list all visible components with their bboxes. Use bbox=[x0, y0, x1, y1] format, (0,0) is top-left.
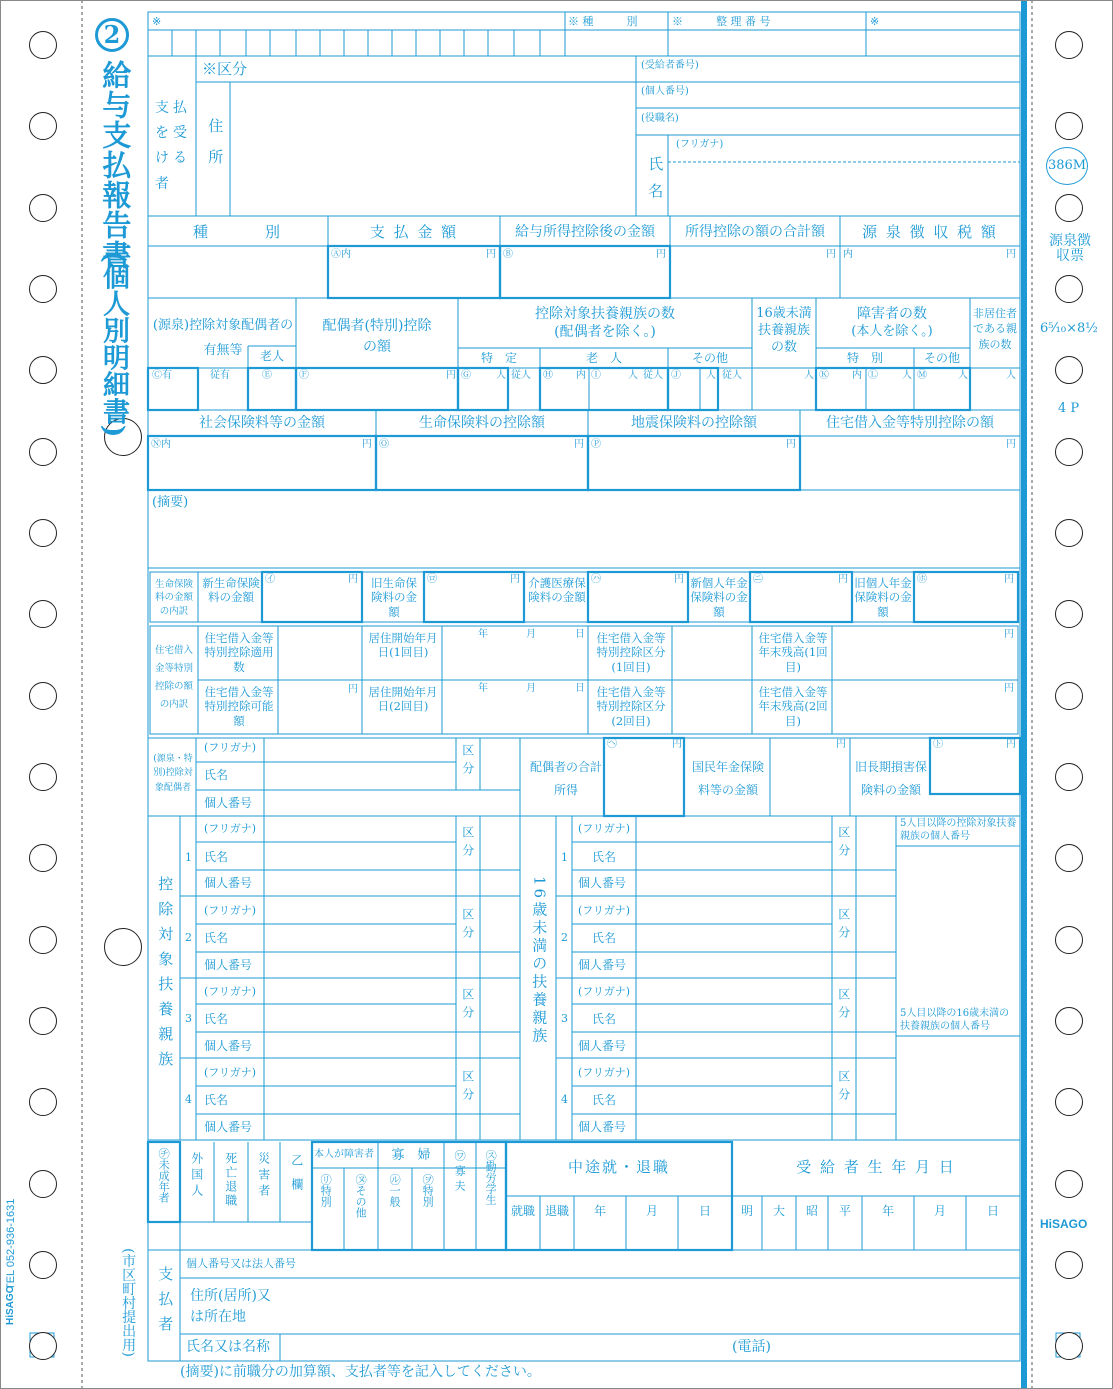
dep-kubun-label: 区分 bbox=[460, 908, 475, 944]
vendor-brand-right: HiSAGO bbox=[1040, 1217, 1088, 1231]
hole bbox=[29, 275, 57, 303]
disabled-label: 障害者の数 bbox=[857, 306, 927, 322]
other-dep-label: その他 bbox=[691, 351, 729, 365]
yen-unit: 円 bbox=[1006, 439, 1016, 450]
foreign-label: 外国人 bbox=[189, 1152, 204, 1200]
housing-loan-header: 住宅借入金等特別控除の額 bbox=[826, 415, 994, 431]
social-insurance-header: 社会保険料等の金額 bbox=[199, 415, 325, 431]
midway-day: 日 bbox=[698, 1204, 712, 1218]
payer-address-label: 住所(居所)又は所在地 bbox=[190, 1288, 271, 1325]
self-disabled-special: ㋷特別 bbox=[319, 1174, 333, 1207]
u16-pno-label: 個人番号 bbox=[578, 1120, 627, 1134]
yen-unit: 円 bbox=[574, 439, 584, 450]
hole bbox=[1055, 356, 1083, 384]
header-type: ※ 種 別 bbox=[568, 15, 638, 28]
payment-header: 支 払 金 額 bbox=[369, 223, 459, 241]
possible-label: 住宅借入金等特別控除可能額 bbox=[204, 685, 274, 728]
dep-furigana-label: (フリガナ) bbox=[204, 904, 257, 917]
u16-name-label: 氏名 bbox=[592, 1093, 617, 1107]
midway-year: 年 bbox=[593, 1204, 607, 1218]
u16-furigana-label: (フリガナ) bbox=[578, 904, 631, 917]
mark-life-4: ㋥ bbox=[753, 574, 763, 585]
hole bbox=[29, 1088, 57, 1116]
withholding-slip-label: 源泉徴収票 bbox=[1049, 233, 1091, 265]
new-life-label: 新生命保険料の金額 bbox=[202, 576, 260, 605]
mark-life-1: ㋑ bbox=[265, 574, 275, 585]
dep-pno-label: 個人番号 bbox=[204, 1039, 253, 1053]
kubun-2-label: 住宅借入金等特別控除区分(2回目) bbox=[596, 685, 666, 728]
hole bbox=[1055, 112, 1083, 140]
hire-label: 就職 bbox=[510, 1204, 536, 1218]
hole bbox=[29, 1170, 57, 1198]
sub-unit: 従人 bbox=[722, 370, 742, 381]
widower-label: ㋻寡夫 bbox=[453, 1150, 467, 1195]
u16-name-label: 氏名 bbox=[592, 850, 617, 864]
person-unit: 人 bbox=[706, 370, 716, 381]
hole bbox=[1055, 1007, 1083, 1035]
over5-dependents-label: 5人目以降の控除対象扶養親族の個人番号 bbox=[900, 818, 1017, 842]
header-asterisk: ※ bbox=[152, 15, 162, 28]
mark-n: Ⓝ内 bbox=[151, 439, 171, 450]
page-count: 4 P bbox=[1058, 401, 1080, 416]
era-showa: 昭 bbox=[805, 1204, 819, 1218]
person-unit: 人 bbox=[902, 370, 912, 381]
person-unit: 人 bbox=[804, 370, 814, 381]
u16-furigana-label: (フリガナ) bbox=[578, 822, 631, 835]
birthdate-label: 受 給 者 生 年 月 日 bbox=[796, 1158, 956, 1176]
mark-b: Ⓑ bbox=[503, 249, 513, 260]
dependents-count-note: (配偶者を除く。) bbox=[554, 324, 656, 340]
person-unit: 人 bbox=[496, 370, 506, 381]
specific-label: 特 定 bbox=[480, 351, 518, 365]
product-code-badge: 386M bbox=[1046, 147, 1088, 185]
elderly-label: 老人 bbox=[259, 349, 285, 363]
yen-unit: 円 bbox=[348, 684, 358, 695]
yen-unit: 円 bbox=[838, 574, 848, 585]
dep-kubun-label: 区分 bbox=[460, 1070, 475, 1106]
row-number: 1 bbox=[561, 851, 568, 864]
type-header: 種 別 bbox=[192, 223, 284, 241]
mark-f: Ⓕ bbox=[299, 370, 309, 381]
balance-1-label: 住宅借入金等年末残高(1回目) bbox=[758, 631, 828, 674]
mark-a: Ⓐ内 bbox=[331, 249, 351, 260]
recipient-no-label: (受給者番号) bbox=[641, 60, 699, 71]
nonresident-label: 非居住者である親族の数 bbox=[973, 307, 1017, 351]
midway-month: 月 bbox=[645, 1204, 659, 1218]
old-longterm-mark: ㋣ bbox=[933, 739, 943, 750]
new-pension-label: 新個人年金保険料の金額 bbox=[690, 576, 748, 619]
self-disabled-label: 本人が障害者 bbox=[314, 1149, 374, 1160]
hole bbox=[29, 844, 57, 872]
row-number: 3 bbox=[185, 1012, 192, 1025]
mark-m: Ⓜ bbox=[917, 370, 927, 381]
yen-unit: 円 bbox=[656, 249, 666, 260]
special-disabled-label: 特 別 bbox=[846, 351, 884, 365]
dep-name-label: 氏名 bbox=[204, 1093, 229, 1107]
hole bbox=[1055, 519, 1083, 547]
era-taisho: 大 bbox=[772, 1204, 786, 1218]
hole bbox=[1055, 600, 1083, 628]
start-date-2-label: 居住開始年月日(2回目) bbox=[368, 685, 438, 714]
personal-no-label: (個人番号) bbox=[641, 86, 689, 97]
yen-unit: 円 bbox=[1004, 574, 1014, 585]
self-disabled-other: ㋦その他 bbox=[354, 1174, 368, 1218]
yen-unit: 円 bbox=[826, 249, 836, 260]
balance-2-label: 住宅借入金等年末残高(2回目) bbox=[758, 685, 828, 728]
mark-l: Ⓛ bbox=[868, 370, 878, 381]
yen-unit: 円 bbox=[1006, 739, 1016, 750]
old-longterm-label: 旧長期損害保険料の金額 bbox=[854, 760, 927, 797]
birth-month: 月 bbox=[933, 1204, 947, 1218]
day-unit: 日 bbox=[575, 629, 585, 640]
after-deduction-header: 給与所得控除後の金額 bbox=[515, 224, 655, 240]
mark-k: Ⓚ bbox=[819, 370, 829, 381]
hole bbox=[29, 1332, 57, 1360]
dep-kubun-label: 区分 bbox=[460, 826, 475, 862]
disaster-label: 災害者 bbox=[256, 1152, 271, 1200]
total-deduction-header: 所得控除の額の合計額 bbox=[685, 224, 825, 240]
submission-note: (市区町村提出用) bbox=[120, 1248, 137, 1357]
payer-phone-label: (電話) bbox=[732, 1339, 771, 1355]
sub-unit: 従人 bbox=[511, 370, 531, 381]
address-label: 住所 bbox=[206, 118, 225, 180]
dep-furigana-label: (フリガナ) bbox=[204, 1066, 257, 1079]
mark-i: Ⓘ bbox=[591, 370, 601, 381]
yen-unit: 円 bbox=[836, 739, 846, 750]
elderly-dep-label: 老 人 bbox=[585, 351, 623, 365]
sub-unit: 従人 bbox=[643, 370, 663, 381]
life-insurance-header: 生命保険料の控除額 bbox=[419, 415, 545, 431]
hole bbox=[29, 926, 57, 954]
kubun-label: ※区分 bbox=[202, 60, 248, 78]
hole bbox=[29, 112, 57, 140]
spouse-exist-label: (源泉)控除対象配偶者の有無等 bbox=[152, 318, 294, 358]
other-disabled-label: その他 bbox=[923, 351, 961, 365]
under16-dependents-label: 16歳未満の扶養親族 bbox=[530, 876, 549, 1046]
punch-hole bbox=[104, 928, 142, 966]
death-retire-label: 死亡退職 bbox=[223, 1152, 238, 1208]
mark-g: Ⓖ bbox=[461, 370, 471, 381]
dep-kubun-label: 区分 bbox=[460, 988, 475, 1024]
hole bbox=[1055, 31, 1083, 59]
person-unit: 人 bbox=[628, 370, 638, 381]
yen-unit: 円 bbox=[1004, 629, 1014, 640]
hole bbox=[29, 31, 57, 59]
year-unit: 年 bbox=[478, 683, 488, 694]
inner-mark: 内 bbox=[576, 370, 586, 381]
spouse-deduction-label: 配偶者(特別)控除の額 bbox=[322, 318, 432, 355]
row-number: 2 bbox=[561, 931, 568, 944]
old-pension-label: 旧個人年金保険料の金額 bbox=[854, 576, 912, 619]
hole bbox=[1055, 763, 1083, 791]
u16-furigana-label: (フリガナ) bbox=[578, 1066, 631, 1079]
yen-unit: 円 bbox=[486, 249, 496, 260]
u16-name-label: 氏名 bbox=[592, 931, 617, 945]
retire-label: 退職 bbox=[544, 1204, 570, 1218]
yen-unit: 円 bbox=[672, 739, 682, 750]
spouse-kubun-label: 区分 bbox=[460, 744, 475, 780]
withheld-header: 源 泉 徴 収 税 額 bbox=[862, 223, 998, 241]
life-breakdown-label: 生命保険料の金額の内訳 bbox=[154, 579, 193, 617]
month-unit: 月 bbox=[526, 629, 536, 640]
kubun-1-label: 住宅借入金等特別控除区分(1回目) bbox=[596, 631, 666, 674]
hole bbox=[1055, 275, 1083, 303]
u16-pno-label: 個人番号 bbox=[578, 958, 627, 972]
hole bbox=[29, 682, 57, 710]
yen-unit: 円 bbox=[446, 370, 456, 381]
hole bbox=[29, 763, 57, 791]
hole bbox=[29, 1251, 57, 1279]
yen-unit: 円 bbox=[1004, 683, 1014, 694]
inner-mark: 内 bbox=[843, 249, 853, 260]
mark-life-2: ㋺ bbox=[427, 574, 437, 585]
hole bbox=[1055, 438, 1083, 466]
birth-year: 年 bbox=[881, 1204, 895, 1218]
u16-pno-label: 個人番号 bbox=[578, 1039, 627, 1053]
person-unit: 人 bbox=[958, 370, 968, 381]
u16-kubun-label: 区分 bbox=[836, 908, 851, 944]
dep-pno-label: 個人番号 bbox=[204, 1120, 253, 1134]
day-unit: 日 bbox=[575, 683, 585, 694]
row-number: 4 bbox=[185, 1093, 192, 1106]
hole bbox=[1055, 194, 1083, 222]
yen-unit: 円 bbox=[786, 439, 796, 450]
spouse-income-mark: ㋬ bbox=[607, 739, 617, 750]
hole bbox=[1055, 1332, 1083, 1360]
mark-life-5: ㋭ bbox=[917, 574, 927, 585]
payer-label: 支払者 bbox=[156, 1266, 175, 1341]
over5-under16-label: 5人目以降の16歳未満の扶養親族の個人番号 bbox=[900, 1008, 1010, 1032]
applicable-label: 住宅借入金等特別控除適用数 bbox=[204, 631, 274, 674]
care-label: 介護医療保険料の金額 bbox=[528, 576, 586, 605]
header-asterisk-2: ※ bbox=[870, 15, 880, 28]
pension-premium-label: 国民年金保険料等の金額 bbox=[691, 760, 764, 797]
mark-j: Ⓙ bbox=[671, 370, 681, 381]
disabled-note: (本人を除く。) bbox=[851, 324, 933, 339]
hole bbox=[1055, 1170, 1083, 1198]
housing-breakdown-label: 住宅借入金等特別控除の額の内訳 bbox=[154, 645, 193, 711]
payer-name-label: 氏名又は名称 bbox=[186, 1339, 270, 1355]
hole bbox=[1055, 844, 1083, 872]
hole bbox=[1055, 1251, 1083, 1279]
spouse-name-label: 氏名 bbox=[204, 768, 229, 782]
vendor-tel: TEL 052-936-1631 bbox=[5, 1198, 17, 1290]
dep-pno-label: 個人番号 bbox=[204, 958, 253, 972]
follow-mark: 従有 bbox=[210, 370, 230, 381]
hole bbox=[1055, 1088, 1083, 1116]
hole bbox=[29, 356, 57, 384]
widow-general: ㋸一般 bbox=[388, 1174, 402, 1207]
hole bbox=[29, 194, 57, 222]
header-ref-no: ※ 整 理 番 号 bbox=[672, 15, 771, 28]
paper-size: 6⁵⁄₁₀×8½ bbox=[1040, 321, 1098, 336]
hole bbox=[1055, 682, 1083, 710]
birth-day: 日 bbox=[986, 1204, 1000, 1218]
otsu-label: 乙欄 bbox=[289, 1154, 304, 1202]
yen-unit: 円 bbox=[362, 439, 372, 450]
form-title: 給与支払報告書 bbox=[98, 60, 133, 270]
form-number-badge: 2 bbox=[95, 18, 129, 52]
dep-name-label: 氏名 bbox=[204, 1012, 229, 1026]
month-unit: 月 bbox=[526, 683, 536, 694]
hole bbox=[29, 1007, 57, 1035]
u16-pno-label: 個人番号 bbox=[578, 876, 627, 890]
name-label: 氏名 bbox=[646, 156, 665, 210]
u16-kubun-label: 区分 bbox=[836, 1070, 851, 1106]
mark-p: Ⓟ bbox=[591, 439, 601, 450]
era-meiji: 明 bbox=[740, 1204, 754, 1218]
dep-furigana-label: (フリガナ) bbox=[204, 985, 257, 998]
yen-unit: 円 bbox=[674, 574, 684, 585]
mark-e: Ⓔ bbox=[262, 370, 272, 381]
row-number: 3 bbox=[561, 1012, 568, 1025]
mark-h: Ⓗ bbox=[543, 370, 553, 381]
u16-kubun-label: 区分 bbox=[836, 988, 851, 1024]
dependents-label: 控除対象扶養親族 bbox=[156, 876, 175, 1076]
dep-pno-label: 個人番号 bbox=[204, 876, 253, 890]
has-spouse-mark: Ⓒ有 bbox=[152, 370, 172, 381]
inner-mark: 内 bbox=[852, 370, 862, 381]
furigana-label: (フリガナ) bbox=[676, 139, 724, 150]
dep-name-label: 氏名 bbox=[204, 931, 229, 945]
year-unit: 年 bbox=[478, 629, 488, 640]
widow-special: ㋾特別 bbox=[421, 1174, 435, 1207]
midway-label: 中途就・退職 bbox=[567, 1158, 671, 1176]
dep-furigana-label: (フリガナ) bbox=[204, 822, 257, 835]
spouse-block-label: (源泉・特別)控除対象配偶者 bbox=[153, 754, 193, 793]
old-life-label: 旧生命保険料の金額 bbox=[371, 576, 417, 619]
u16-name-label: 氏名 bbox=[592, 1012, 617, 1026]
dep-name-label: 氏名 bbox=[204, 850, 229, 864]
hole bbox=[29, 519, 57, 547]
payer-number-label: 個人番号又は法人番号 bbox=[186, 1257, 296, 1270]
row-number: 1 bbox=[185, 851, 192, 864]
row-number: 2 bbox=[185, 931, 192, 944]
yen-unit: 円 bbox=[1006, 249, 1016, 260]
u16-furigana-label: (フリガナ) bbox=[578, 985, 631, 998]
hole bbox=[29, 600, 57, 628]
earthquake-insurance-header: 地震保険料の控除額 bbox=[631, 415, 757, 431]
hole bbox=[29, 438, 57, 466]
position-label: (役職名) bbox=[641, 113, 679, 124]
dependents-count-label: 控除対象扶養親族の数 bbox=[535, 306, 675, 322]
under16-label: 16歳未満扶養親族の数 bbox=[756, 306, 812, 355]
minor-label: ㋠未成年者 bbox=[157, 1148, 171, 1203]
spouse-furigana-label: (フリガナ) bbox=[204, 741, 257, 754]
form-subtitle: (個人別明細書) bbox=[98, 250, 130, 438]
widow-label: 寡 婦 bbox=[391, 1148, 431, 1163]
spouse-income-label: 配偶者の合計所得 bbox=[530, 760, 603, 797]
yen-unit: 円 bbox=[348, 574, 358, 585]
working-student-label: ㋜勤労学生 bbox=[484, 1150, 498, 1205]
start-date-1-label: 居住開始年月日(1回目) bbox=[368, 631, 438, 660]
era-heisei: 平 bbox=[838, 1204, 852, 1218]
row-number: 4 bbox=[561, 1093, 568, 1106]
vendor-brand-left: HiSAGO bbox=[5, 1285, 16, 1325]
recipient-label: 支払を受ける者 bbox=[155, 100, 191, 192]
hole bbox=[1055, 926, 1083, 954]
mark-life-3: ㋩ bbox=[591, 574, 601, 585]
u16-kubun-label: 区分 bbox=[836, 826, 851, 862]
person-unit: 人 bbox=[1006, 370, 1016, 381]
remarks-label: (摘要) bbox=[152, 495, 189, 510]
mark-o: Ⓞ bbox=[379, 439, 389, 450]
yen-unit: 円 bbox=[510, 574, 520, 585]
spouse-pno-label: 個人番号 bbox=[204, 796, 253, 810]
footnote: (摘要)に前職分の加算額、支払者等を記入してください。 bbox=[180, 1364, 541, 1380]
